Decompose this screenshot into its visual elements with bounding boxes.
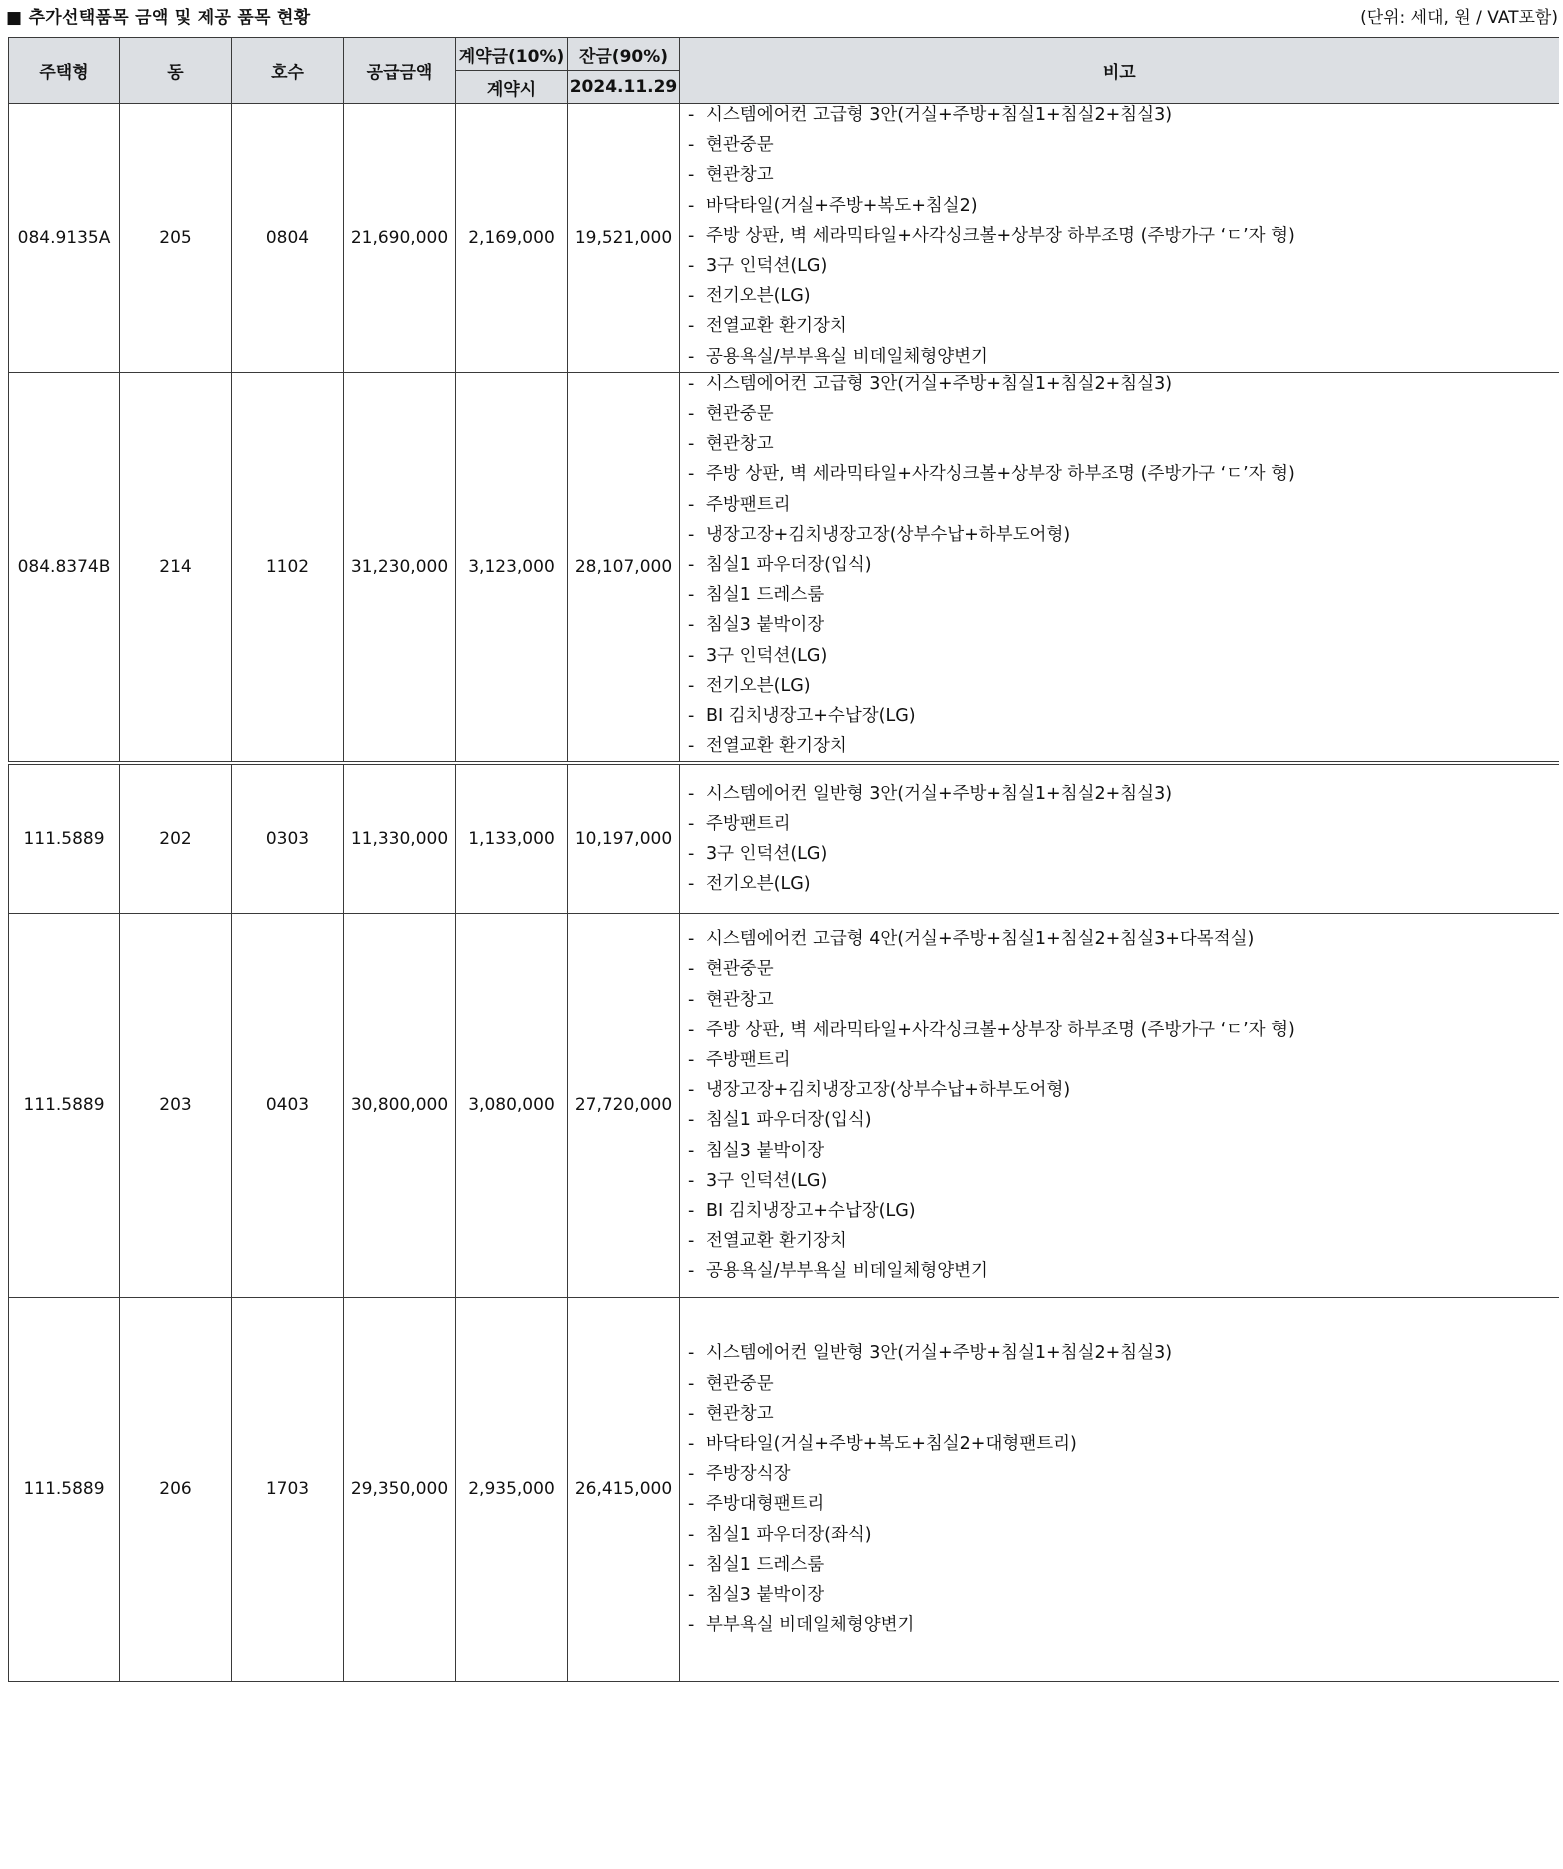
note-item <box>688 1045 1559 1075</box>
cell-notes <box>680 763 1559 913</box>
note-item <box>688 1520 1559 1550</box>
note-item <box>688 954 1559 984</box>
note-item <box>688 1075 1559 1105</box>
header-deposit-sub: 계약시 <box>456 71 568 104</box>
note-item <box>688 369 1559 399</box>
note-text: BI 김치냉장고+수납장(LG) <box>706 706 916 727</box>
note-text: 현관중문 <box>706 959 774 980</box>
cell-supply: 29,350,000 <box>344 1297 456 1681</box>
bullet-dash-icon: - <box>688 346 695 367</box>
bullet-dash-icon: - <box>688 1554 695 1575</box>
bullet-dash-icon: - <box>688 1403 695 1424</box>
bullet-dash-icon: - <box>688 1170 695 1191</box>
note-text: 바닥타일(거실+주방+복도+침실2) <box>706 195 978 216</box>
bullet-dash-icon: - <box>688 135 695 156</box>
bullet-dash-icon: - <box>688 256 695 277</box>
note-item <box>688 809 1559 839</box>
cell-deposit: 3,123,000 <box>456 372 568 763</box>
note-text: 현관창고 <box>706 165 774 186</box>
cell-notes <box>680 104 1559 373</box>
note-item <box>688 1196 1559 1226</box>
page-title: ■ 추가선택품목 금액 및 제공 품목 현황 <box>6 8 311 28</box>
bullet-dash-icon: - <box>688 1373 695 1394</box>
note-item <box>688 191 1559 221</box>
cell-supply: 30,800,000 <box>344 913 456 1297</box>
bullet-dash-icon: - <box>688 1231 695 1252</box>
note-text: 냉장고장+김치냉장고장(상부수납+하부도어형) <box>706 1080 1071 1101</box>
note-text: 전열교환 환기장치 <box>706 736 847 757</box>
cell-deposit: 3,080,000 <box>456 913 568 1297</box>
note-text: 전열교환 환기장치 <box>706 1231 847 1252</box>
note-text: 주방대형팬트리 <box>706 1494 825 1515</box>
header-unit-no: 호수 <box>232 38 344 104</box>
bullet-dash-icon: - <box>688 373 695 394</box>
note-text: 주방팬트리 <box>706 1050 791 1071</box>
bullet-dash-icon: - <box>688 783 695 804</box>
bullet-dash-icon: - <box>688 1080 695 1101</box>
bullet-dash-icon: - <box>688 494 695 515</box>
note-text: 전기오븐(LG) <box>706 286 811 307</box>
bullet-dash-icon: - <box>688 615 695 636</box>
note-text: 침실3 붙박이장 <box>706 1585 825 1606</box>
note-item <box>688 281 1559 311</box>
note-item <box>688 1580 1559 1610</box>
bullet-dash-icon: - <box>688 585 695 606</box>
bullet-dash-icon: - <box>688 1201 695 1222</box>
header-notes: 비고 <box>680 38 1559 104</box>
cell-building: 205 <box>120 104 232 373</box>
note-item <box>688 1015 1559 1045</box>
note-item <box>688 221 1559 251</box>
note-text: 주방 상판, 벽 세라믹타일+사각싱크볼+상부장 하부조명 (주방가구 ‘ㄷ’자 형) <box>706 464 1295 485</box>
header-balance: 잔금(90%) <box>568 38 680 71</box>
note-text: 현관중문 <box>706 404 774 425</box>
note-item <box>688 731 1559 761</box>
table-row <box>9 1297 1559 1681</box>
note-text: 현관창고 <box>706 1403 774 1424</box>
cell-type: 084.9135A <box>9 104 120 373</box>
bullet-dash-icon: - <box>688 105 695 125</box>
table-row <box>9 763 1559 913</box>
note-text: 전열교환 환기장치 <box>706 316 847 337</box>
note-item <box>688 985 1559 1015</box>
table-row <box>9 913 1559 1297</box>
note-item <box>688 1256 1559 1286</box>
note-item <box>688 1136 1559 1166</box>
note-text: 침실1 드레스룸 <box>706 585 825 606</box>
bullet-dash-icon: - <box>688 1494 695 1515</box>
cell-deposit: 2,169,000 <box>456 104 568 373</box>
cell-balance: 19,521,000 <box>568 104 680 373</box>
cell-balance: 28,107,000 <box>568 372 680 763</box>
note-item <box>688 429 1559 459</box>
bullet-dash-icon: - <box>688 286 695 307</box>
bullet-dash-icon: - <box>688 1019 695 1040</box>
header-deposit: 계약금(10%) <box>456 38 568 71</box>
note-text: 3구 인덕션(LG) <box>706 256 828 277</box>
note-item <box>688 490 1559 520</box>
bullet-dash-icon: - <box>688 1140 695 1161</box>
note-item <box>688 459 1559 489</box>
note-item <box>688 399 1559 429</box>
note-text: 시스템에어컨 고급형 3안(거실+주방+침실1+침실2+침실3) <box>706 105 1173 125</box>
note-item <box>688 160 1559 190</box>
note-item <box>688 1550 1559 1580</box>
note-text: 현관창고 <box>706 434 774 455</box>
note-item <box>688 1610 1559 1640</box>
note-item <box>688 671 1559 701</box>
note-text: 공용욕실/부부욕실 비데일체형양변기 <box>706 1261 988 1282</box>
bullet-dash-icon: - <box>688 929 695 950</box>
note-text: 침실1 드레스룸 <box>706 1554 825 1575</box>
note-item <box>688 251 1559 281</box>
bullet-dash-icon: - <box>688 736 695 757</box>
note-item <box>688 311 1559 341</box>
note-item <box>688 580 1559 610</box>
table-row <box>9 104 1559 373</box>
bullet-dash-icon: - <box>688 706 695 727</box>
cell-building: 203 <box>120 913 232 1297</box>
note-item <box>688 100 1559 130</box>
note-item <box>688 1338 1559 1368</box>
note-item <box>688 924 1559 954</box>
note-text: 주방팬트리 <box>706 814 791 835</box>
note-item <box>688 1226 1559 1256</box>
note-text: 침실1 파우더장(입식) <box>706 1110 872 1131</box>
bullet-dash-icon: - <box>688 404 695 425</box>
header-balance-sub: 2024.11.29 <box>568 71 680 104</box>
bullet-dash-icon: - <box>688 645 695 666</box>
cell-balance: 27,720,000 <box>568 913 680 1297</box>
note-text: 주방팬트리 <box>706 494 791 515</box>
bullet-dash-icon: - <box>688 316 695 337</box>
note-text: 냉장고장+김치냉장고장(상부수납+하부도어형) <box>706 524 1071 545</box>
bullet-dash-icon: - <box>688 1261 695 1282</box>
note-item <box>688 839 1559 869</box>
note-text: 침실1 파우더장(입식) <box>706 555 872 576</box>
note-text: 현관창고 <box>706 989 774 1010</box>
unit-note: (단위: 세대, 원 / VAT포함) <box>1360 8 1558 28</box>
page-header <box>6 0 1558 28</box>
cell-type: 111.5889 <box>9 913 120 1297</box>
bullet-dash-icon: - <box>688 874 695 895</box>
table-body <box>9 104 1559 1682</box>
bullet-dash-icon: - <box>688 1050 695 1071</box>
header-type: 주택형 <box>9 38 120 104</box>
bullet-dash-icon: - <box>688 524 695 545</box>
note-item <box>688 130 1559 160</box>
bullet-dash-icon: - <box>688 1524 695 1545</box>
bullet-dash-icon: - <box>688 1434 695 1455</box>
note-item <box>688 869 1559 899</box>
note-item <box>688 1489 1559 1519</box>
bullet-dash-icon: - <box>688 1585 695 1606</box>
note-item <box>688 1166 1559 1196</box>
bullet-dash-icon: - <box>688 814 695 835</box>
note-item <box>688 610 1559 640</box>
note-text: 부부욕실 비데일체형양변기 <box>706 1615 915 1636</box>
cell-type: 111.5889 <box>9 1297 120 1681</box>
bullet-dash-icon: - <box>688 464 695 485</box>
bullet-dash-icon: - <box>688 1464 695 1485</box>
note-text: 3구 인덕션(LG) <box>706 645 828 666</box>
note-item <box>688 641 1559 671</box>
note-text: 현관중문 <box>706 1373 774 1394</box>
bullet-dash-icon: - <box>688 1615 695 1636</box>
note-item <box>688 1369 1559 1399</box>
note-text: BI 김치냉장고+수납장(LG) <box>706 1201 916 1222</box>
note-text: 시스템에어컨 일반형 3안(거실+주방+침실1+침실2+침실3) <box>706 783 1173 804</box>
note-text: 공용욕실/부부욕실 비데일체형양변기 <box>706 346 988 367</box>
bullet-dash-icon: - <box>688 959 695 980</box>
cell-supply: 31,230,000 <box>344 372 456 763</box>
bullet-dash-icon: - <box>688 165 695 186</box>
note-item <box>688 779 1559 809</box>
options-price-table <box>8 37 1559 1682</box>
note-text: 3구 인덕션(LG) <box>706 844 828 865</box>
bullet-dash-icon: - <box>688 989 695 1010</box>
cell-unit-no: 1102 <box>232 372 344 763</box>
cell-notes <box>680 372 1559 763</box>
cell-unit-no: 0303 <box>232 763 344 913</box>
note-text: 전기오븐(LG) <box>706 675 811 696</box>
note-text: 주방장식장 <box>706 1464 791 1485</box>
bullet-dash-icon: - <box>688 434 695 455</box>
bullet-dash-icon: - <box>688 1110 695 1131</box>
note-text: 3구 인덕션(LG) <box>706 1170 828 1191</box>
note-text: 현관중문 <box>706 135 774 156</box>
cell-balance: 10,197,000 <box>568 763 680 913</box>
note-item <box>688 342 1559 372</box>
bullet-dash-icon: - <box>688 225 695 246</box>
note-text: 바닥타일(거실+주방+복도+침실2+대형팬트리) <box>706 1434 1077 1455</box>
cell-building: 214 <box>120 372 232 763</box>
note-text: 전기오븐(LG) <box>706 874 811 895</box>
note-text: 시스템에어컨 고급형 4안(거실+주방+침실1+침실2+침실3+다목적실) <box>706 929 1255 950</box>
cell-notes <box>680 913 1559 1297</box>
cell-unit-no: 1703 <box>232 1297 344 1681</box>
note-text: 시스템에어컨 일반형 3안(거실+주방+침실1+침실2+침실3) <box>706 1343 1173 1364</box>
cell-unit-no: 0804 <box>232 104 344 373</box>
cell-building: 206 <box>120 1297 232 1681</box>
bullet-dash-icon: - <box>688 555 695 576</box>
cell-building: 202 <box>120 763 232 913</box>
note-text: 침실1 파우더장(좌식) <box>706 1524 872 1545</box>
cell-supply: 21,690,000 <box>344 104 456 373</box>
note-text: 침실3 붙박이장 <box>706 1140 825 1161</box>
bullet-dash-icon: - <box>688 195 695 216</box>
note-text: 주방 상판, 벽 세라믹타일+사각싱크볼+상부장 하부조명 (주방가구 ‘ㄷ’자 형) <box>706 1019 1295 1040</box>
cell-type: 111.5889 <box>9 763 120 913</box>
header-building: 동 <box>120 38 232 104</box>
cell-deposit: 1,133,000 <box>456 763 568 913</box>
cell-type: 084.8374B <box>9 372 120 763</box>
note-item <box>688 1459 1559 1489</box>
note-item <box>688 1429 1559 1459</box>
note-text: 침실3 붙박이장 <box>706 615 825 636</box>
note-item <box>688 520 1559 550</box>
bullet-dash-icon: - <box>688 675 695 696</box>
note-item <box>688 701 1559 731</box>
cell-deposit: 2,935,000 <box>456 1297 568 1681</box>
header-supply: 공급금액 <box>344 38 456 104</box>
note-item <box>688 1399 1559 1429</box>
note-item <box>688 1105 1559 1135</box>
note-text: 시스템에어컨 고급형 3안(거실+주방+침실1+침실2+침실3) <box>706 373 1173 394</box>
cell-supply: 11,330,000 <box>344 763 456 913</box>
table-row <box>9 372 1559 763</box>
cell-notes <box>680 1297 1559 1681</box>
note-text: 주방 상판, 벽 세라믹타일+사각싱크볼+상부장 하부조명 (주방가구 ‘ㄷ’자 형) <box>706 225 1295 246</box>
note-item <box>688 550 1559 580</box>
bullet-dash-icon: - <box>688 1343 695 1364</box>
cell-unit-no: 0403 <box>232 913 344 1297</box>
bullet-dash-icon: - <box>688 844 695 865</box>
cell-balance: 26,415,000 <box>568 1297 680 1681</box>
